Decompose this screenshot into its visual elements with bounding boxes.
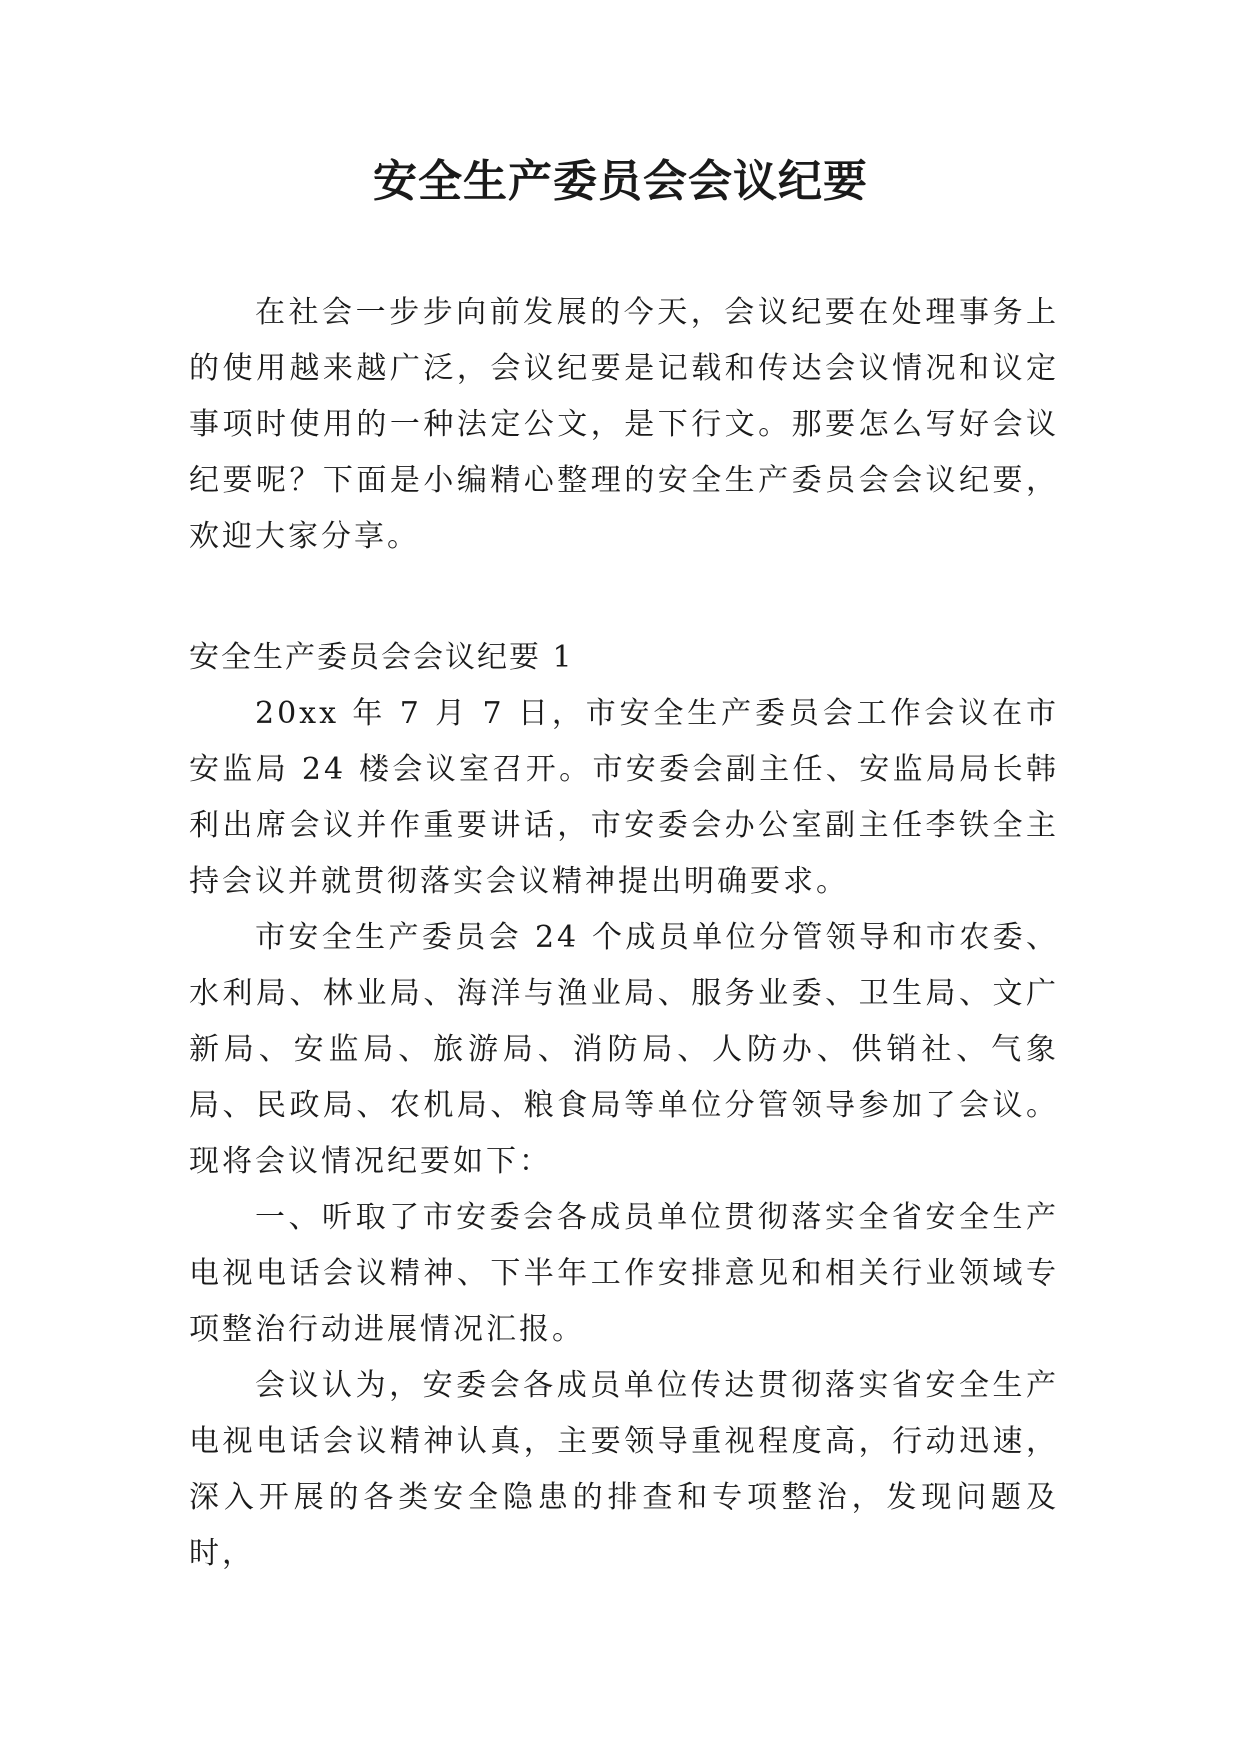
section-heading: 安全生产委员会会议纪要 1 (189, 640, 574, 675)
intro-paragraph: 在社会一步步向前发展的今天，会议纪要在处理事务上的使用越来越广泛，会议纪要是记载和传达会议情况和议定事项时使用的一种法定公文，是下行文。那要怎么写好会议纪要呢？下面是小编精心整理的安全生产委员会会议纪要，欢迎大家分享。 (189, 295, 1059, 554)
body-paragraph-3: 一、听取了市安委会各成员单位贯彻落实全省安全生产电视电话会议精神、下半年工作安排意见和相关行业领域专项整治行动进展情况汇报。 (189, 1200, 1059, 1347)
body-paragraph-2: 市安全生产委员会 24 个成员单位分管领导和市农委、水利局、林业局、海洋与渔业局、服务业委、卫生局、文广新局、安监局、旅游局、消防局、人防办、供销社、气象局、民政局、农机局、粮食局等单位分管领导参加了会议。现将会议情况纪要如下： (189, 920, 1059, 1179)
document-title: 安全生产委员会会议纪要 (373, 156, 868, 207)
document-body (189, 285, 1059, 1582)
body-paragraph-4: 会议认为，安委会各成员单位传达贯彻落实省安全生产电视电话会议精神认真，主要领导重视程度高，行动迅速，深入开展的各类安全隐患的排查和专项整治，发现问题及时， (189, 1368, 1059, 1571)
body-paragraph-1: 20xx 年 7 月 7 日，市安全生产委员会工作会议在市安监局 24 楼会议室召开。市安委会副主任、安监局局长韩利出席会议并作重要讲话，市安委会办公室副主任李铁全主持会议并就贯彻落实会议精神提出明确要求。 (189, 696, 1059, 899)
